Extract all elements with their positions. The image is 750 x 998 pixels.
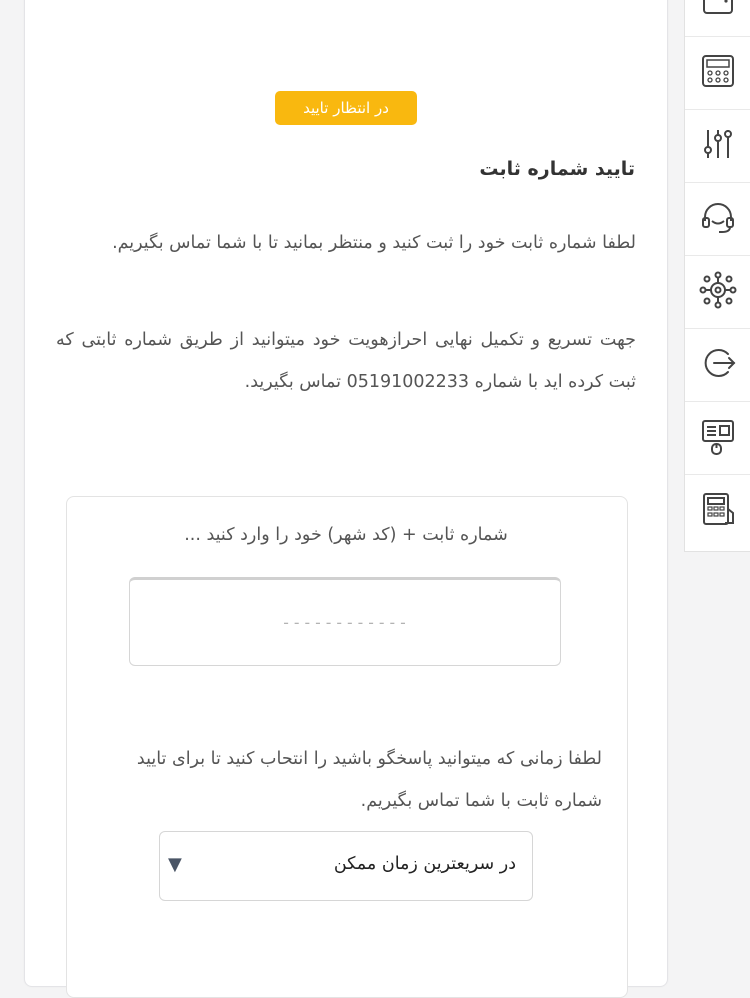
network-gear-icon [698, 270, 738, 314]
sidebar-item-logout[interactable] [685, 329, 750, 402]
page-title: تایید شماره ثابت [479, 158, 635, 180]
logout-icon [698, 343, 738, 387]
sidebar-item-wallet[interactable] [685, 0, 750, 37]
landline-phone-input[interactable] [129, 577, 561, 666]
phone-input-label: شماره ثابت + (کد شهر) خود را وارد کنید ... [184, 525, 508, 545]
sidebar-item-pos[interactable] [685, 475, 750, 547]
sidebar-item-network[interactable] [685, 256, 750, 329]
sidebar-item-support[interactable] [685, 183, 750, 256]
call-time-instruction: لطفا زمانی که میتوانید پاسخگو باشید را انتحاب کنید تا برای تایید شماره ثابت با شما تماس بگیریم. [136, 749, 602, 811]
status-badge: در انتظار تایید [275, 91, 417, 125]
online-training-icon [698, 416, 738, 460]
call-info-paragraph: جهت تسریع و تکمیل نهایی احرازهویت خود میتوانید از طریق شماره ثابتی که ثبت کرده اید با شماره 05191002233 تماس بگیرید. [56, 330, 636, 392]
wallet-icon [698, 0, 738, 23]
settings-sliders-icon [698, 124, 738, 168]
sidebar-item-settings[interactable] [685, 110, 750, 183]
sidebar [684, 0, 750, 552]
instruction-paragraph: لطفا شماره ثابت خود را ثبت کنید و منتظر بمانید تا با شما تماس بگیریم. [112, 233, 636, 253]
pos-terminal-icon [698, 489, 738, 533]
sidebar-item-training[interactable] [685, 402, 750, 475]
sidebar-item-calculator[interactable] [685, 37, 750, 110]
call-time-selected-value: در سریعترین زمان ممکن [333, 854, 516, 874]
headset-support-icon [698, 197, 738, 241]
calculator-icon [698, 51, 738, 95]
chevron-down-icon: ▼ [168, 854, 182, 875]
call-time-select[interactable] [159, 831, 533, 901]
